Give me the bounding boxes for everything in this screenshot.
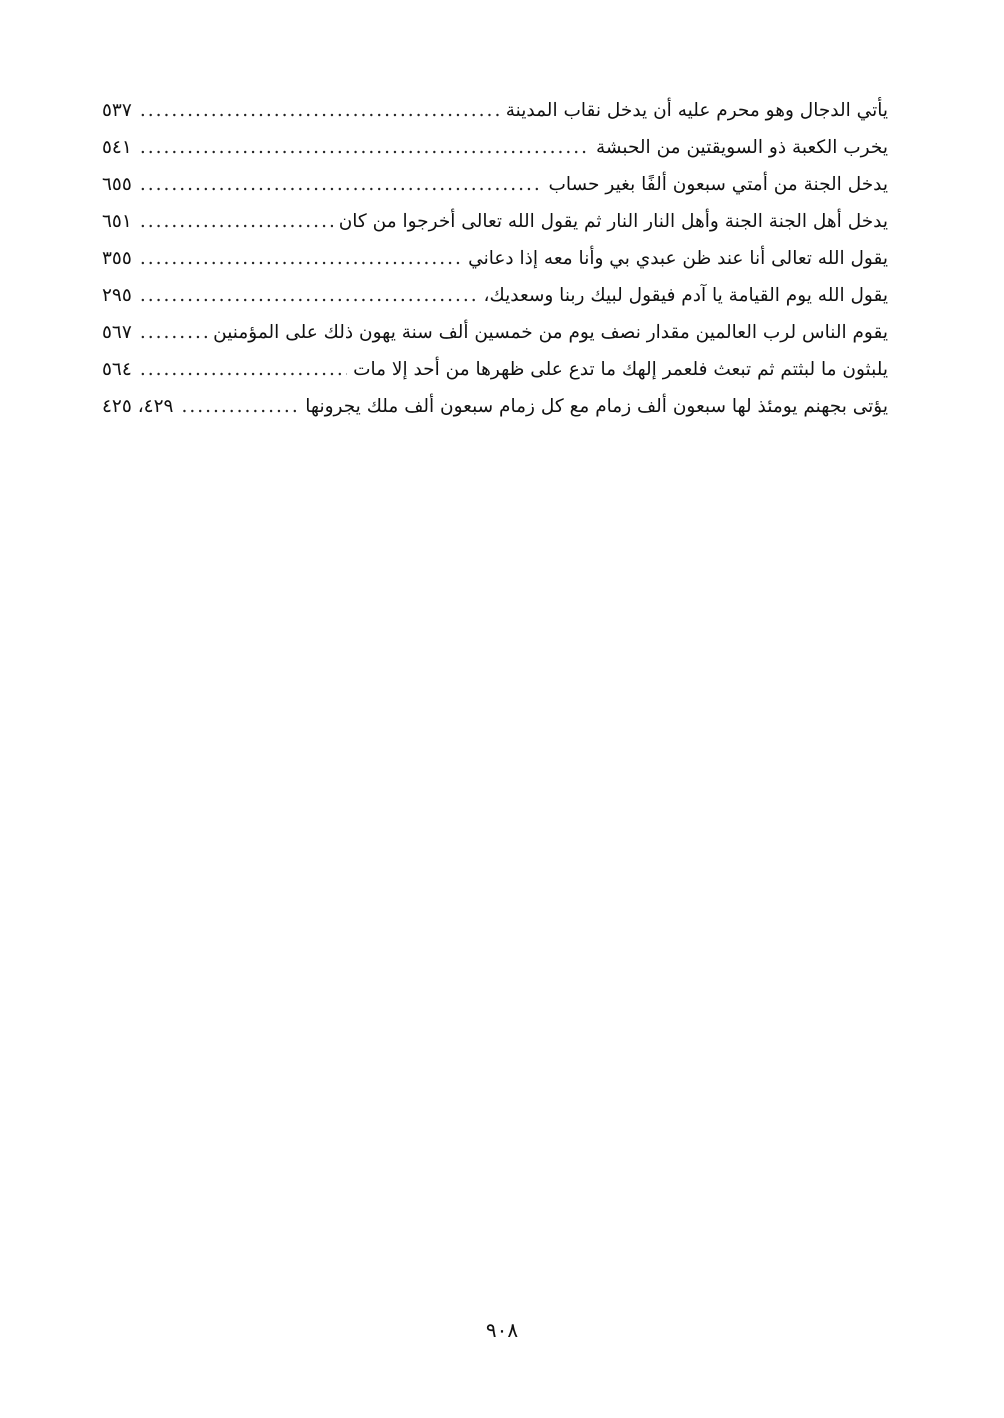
index-entry (102, 240, 888, 277)
hadith-index-list (102, 92, 888, 425)
entry-page-number: ٤٢٩، ٤٢٥ (102, 396, 174, 417)
entry-page-number: ٣٥٥ (102, 248, 132, 269)
entry-text: يدخل الجنة من أمتي سبعون ألفًا بغير حساب (548, 174, 888, 195)
index-entry (102, 388, 888, 425)
entry-text: يقوم الناس لرب العالمين مقدار نصف يوم من خمسين ألف سنة يهون ذلك على المؤمنين (213, 322, 888, 343)
entry-page-number: ٦٥١ (102, 211, 132, 232)
entry-page-number: ٢٩٥ (102, 285, 132, 306)
entry-text: يلبثون ما لبثتم ثم تبعث فلعمر إلهك ما تدع على ظهرها من أحد إلا مات (353, 359, 888, 380)
entry-page-number: ٥٣٧ (102, 100, 132, 121)
index-entry (102, 166, 888, 203)
entry-page-number: ٦٥٥ (102, 174, 132, 195)
entry-text: يخرب الكعبة ذو السويقتين من الحبشة (595, 137, 888, 158)
page-number: ٩٠٨ (485, 1318, 519, 1342)
entry-page-number: ٥٦٧ (102, 322, 132, 343)
dot-leader (140, 314, 207, 351)
dot-leader (140, 92, 500, 129)
index-entry (102, 203, 888, 240)
index-entry (102, 277, 888, 314)
dot-leader (181, 388, 299, 425)
dot-leader (140, 351, 347, 388)
entry-page-number: ٥٤١ (102, 137, 132, 158)
entry-page-number: ٥٦٤ (102, 359, 132, 380)
index-entry (102, 351, 888, 388)
entry-text: يقول الله يوم القيامة يا آدم فيقول لبيك ربنا وسعديك، (483, 285, 888, 306)
index-entry (102, 92, 888, 129)
dot-leader (140, 166, 543, 203)
dot-leader (140, 129, 590, 166)
entry-text: يؤتى بجهنم يومئذ لها سبعون ألف زمام مع كل زمام سبعون ألف ملك يجرونها (305, 396, 888, 417)
entry-text: يأتي الدجال وهو محرم عليه أن يدخل نقاب المدينة (505, 100, 888, 121)
dot-leader (140, 277, 478, 314)
entry-text: يقول الله تعالى أنا عند ظن عبدي بي وأنا معه إذا دعاني (468, 248, 888, 269)
index-entry (102, 314, 888, 351)
entry-text: يدخل أهل الجنة الجنة وأهل النار النار ثم يقول الله تعالى أخرجوا من كان (338, 211, 888, 232)
index-entry (102, 129, 888, 166)
dot-leader (140, 203, 333, 240)
dot-leader (140, 240, 462, 277)
